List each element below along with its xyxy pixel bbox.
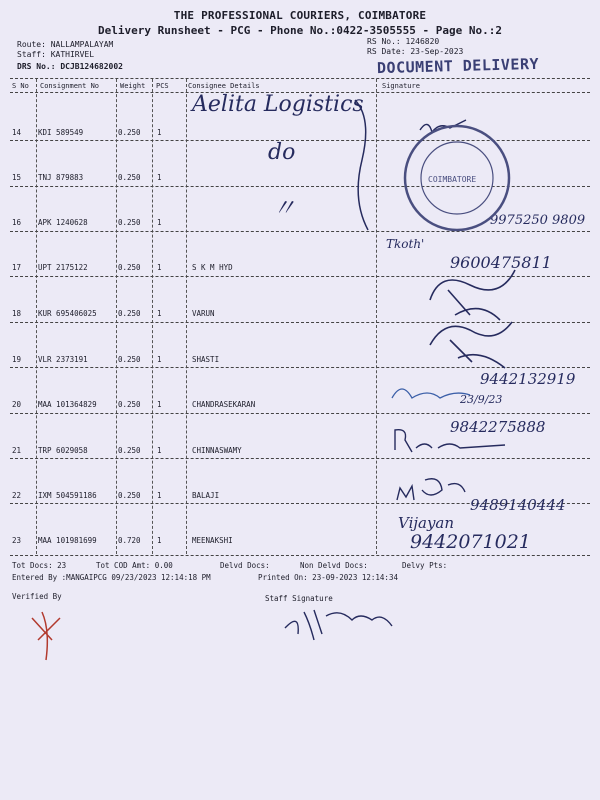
rs-date: RS Date: 23-Sep-2023 bbox=[367, 47, 464, 56]
handwritten-ditto: do bbox=[268, 140, 296, 165]
handwritten-date: 23/9/23 bbox=[460, 393, 503, 406]
row-weight: 0.250 bbox=[118, 263, 141, 272]
handwritten-ditto-mark: 〃 bbox=[272, 194, 296, 222]
row-pcs: 1 bbox=[157, 173, 162, 182]
row-sno: 14 bbox=[12, 128, 22, 137]
handwritten-phone: 9442071021 bbox=[410, 531, 531, 553]
signature-scribble bbox=[397, 479, 465, 500]
row-consignment: KDI 589549 bbox=[38, 128, 84, 137]
svg-text:COIMBATORE: COIMBATORE bbox=[428, 175, 477, 184]
row-weight: 0.250 bbox=[118, 173, 141, 182]
row-consignee: S K M HYD bbox=[192, 263, 233, 272]
row-consignment: MAA 101981699 bbox=[38, 536, 97, 545]
row-consignee: CHINNASWAMY bbox=[192, 446, 242, 455]
company-title: THE PROFESSIONAL COURIERS, COIMBATORE bbox=[173, 9, 427, 22]
row-consignment: VLR 2373191 bbox=[38, 355, 88, 364]
row-sno: 21 bbox=[12, 446, 22, 455]
col-consignee: Consignee Details bbox=[188, 82, 260, 90]
row-weight: 0.250 bbox=[118, 309, 141, 318]
route-label: Route: NALLAMPALAYAM bbox=[17, 40, 114, 49]
signature-scribble bbox=[430, 270, 515, 320]
row-consignment: TRP 6029058 bbox=[38, 446, 88, 455]
row-pcs: 1 bbox=[157, 491, 162, 500]
col-weight: Weight bbox=[120, 82, 146, 90]
delivered-docs: Delvd Docs: bbox=[220, 561, 270, 570]
row-pcs: 1 bbox=[157, 309, 162, 318]
row-pcs: 1 bbox=[157, 263, 162, 272]
handwritten-bracket bbox=[355, 100, 368, 230]
row-pcs: 1 bbox=[157, 446, 162, 455]
signature-scribble bbox=[430, 322, 512, 368]
handwritten-phone: 9489140444 bbox=[470, 496, 566, 514]
row-weight: 0.250 bbox=[118, 446, 141, 455]
delivery-points: Delvy Pts: bbox=[402, 561, 448, 570]
staff-label: Staff: KATHIRVEL bbox=[17, 50, 95, 59]
col-sno: S No bbox=[12, 82, 29, 90]
row-consignee: SHASTI bbox=[192, 355, 220, 364]
row-consignment: KUR 695406025 bbox=[38, 309, 97, 318]
row-weight: 0.250 bbox=[118, 218, 141, 227]
non-delivered-docs: Non Delvd Docs: bbox=[300, 561, 368, 570]
handwritten-name: Vijayan bbox=[398, 514, 455, 532]
row-weight: 0.250 bbox=[118, 400, 141, 409]
row-sno: 23 bbox=[12, 536, 22, 545]
signature-scribble bbox=[392, 389, 470, 398]
row-consignment: IXM 504591186 bbox=[38, 491, 97, 500]
document-delivery-stamp: DOCUMENT DELIVERY bbox=[376, 54, 540, 78]
row-pcs: 1 bbox=[157, 536, 162, 545]
company-seal bbox=[405, 126, 509, 230]
handwritten-consignee: Aelita Logistics bbox=[192, 92, 364, 117]
row-weight: 0.250 bbox=[118, 491, 141, 500]
row-pcs: 1 bbox=[157, 218, 162, 227]
row-weight: 0.250 bbox=[118, 355, 141, 364]
staff-signature bbox=[285, 610, 392, 640]
row-sno: 20 bbox=[12, 400, 22, 409]
row-consignee: VARUN bbox=[192, 309, 215, 318]
entered-by: Entered By :MANGAIPCG 09/23/2023 12:14:18 PM bbox=[12, 573, 211, 582]
row-weight: 0.720 bbox=[118, 536, 141, 545]
handwritten-initial: Tkoth' bbox=[386, 237, 425, 251]
row-sno: 22 bbox=[12, 491, 22, 500]
handwritten-phone: 9600475811 bbox=[450, 253, 552, 272]
verified-by-label: Verified By bbox=[12, 592, 62, 601]
row-pcs: 1 bbox=[157, 400, 162, 409]
row-consignee: CHANDRASEKARAN bbox=[192, 400, 256, 409]
row-consignment: UPT 2175122 bbox=[38, 263, 88, 272]
printed-on: Printed On: 23-09-2023 12:14:34 bbox=[258, 573, 398, 582]
row-consignment: MAA 101364829 bbox=[38, 400, 97, 409]
row-consignee: BALAJI bbox=[192, 491, 220, 500]
row-consignment: APK 1240628 bbox=[38, 218, 88, 227]
row-sno: 18 bbox=[12, 309, 22, 318]
verifier-signature bbox=[32, 612, 60, 660]
drs-label: DRS No.: DCJB124682002 bbox=[17, 62, 123, 71]
col-consignment: Consignment No bbox=[40, 82, 100, 90]
col-signature: Signature bbox=[382, 82, 420, 90]
rs-number: RS No.: 1246820 bbox=[367, 37, 440, 46]
row-consignee: MEENAKSHI bbox=[192, 536, 233, 545]
row-consignment: TNJ 879883 bbox=[38, 173, 84, 182]
runsheet-subtitle: Delivery Runsheet - PCG - Phone No.:0422-3505555 - Page No.:2 bbox=[98, 24, 502, 37]
row-weight: 0.250 bbox=[118, 128, 141, 137]
row-sno: 19 bbox=[12, 355, 22, 364]
handwritten-phone: 9842275888 bbox=[450, 418, 546, 436]
row-pcs: 1 bbox=[157, 128, 162, 137]
row-sno: 16 bbox=[12, 218, 22, 227]
handwritten-phone: 9975250 9809 bbox=[490, 213, 586, 228]
staff-signature-label: Staff Signature bbox=[265, 594, 333, 603]
row-sno: 17 bbox=[12, 263, 22, 272]
total-docs: Tot Docs: 23 bbox=[12, 561, 67, 570]
col-pcs: PCS bbox=[156, 82, 169, 90]
row-sno: 15 bbox=[12, 173, 22, 182]
handwritten-phone: 9442132919 bbox=[480, 370, 576, 388]
signature-scribble bbox=[395, 430, 505, 452]
row-pcs: 1 bbox=[157, 355, 162, 364]
total-cod-amount: Tot COD Amt: 0.00 bbox=[96, 561, 173, 570]
